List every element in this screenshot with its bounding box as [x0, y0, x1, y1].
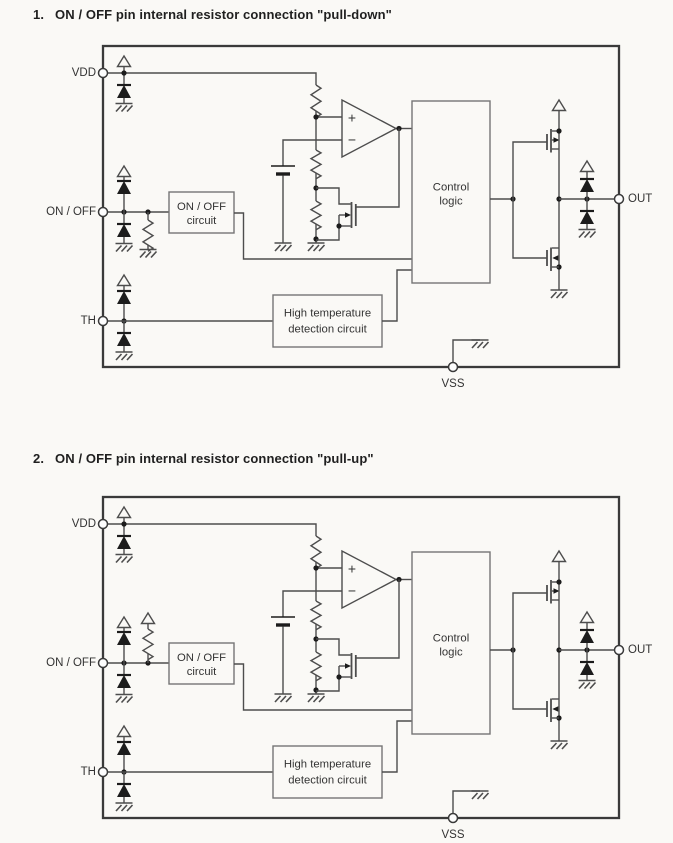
ground-symbol	[275, 243, 292, 251]
pin-th	[99, 317, 108, 326]
pin-vdd	[99, 69, 108, 78]
ground-symbol	[116, 695, 133, 703]
ground-symbol	[579, 681, 596, 689]
ground-symbol	[116, 803, 133, 811]
comparator-plus-label: +	[347, 560, 357, 577]
ground-symbol	[551, 290, 568, 298]
junction-dot	[336, 674, 341, 679]
onoff-circuit-output-wire	[234, 213, 412, 259]
esd-diode-icon	[117, 742, 131, 755]
th-pin-label: TH	[80, 766, 96, 778]
pin-vss	[449, 363, 458, 372]
supply-arrow-icon	[581, 612, 594, 623]
ground-symbol	[472, 791, 489, 799]
pin-vdd	[99, 520, 108, 529]
supply-arrow-icon	[118, 56, 131, 67]
arrowhead	[345, 663, 351, 669]
supply-arrow-icon	[118, 507, 131, 518]
esd-diode-icon	[117, 675, 131, 688]
ground-symbol	[116, 104, 133, 112]
vdd-rail-wire	[108, 524, 317, 536]
comparator-minus-label: −	[347, 131, 357, 148]
vss-pin-label: VSS	[441, 378, 465, 390]
junction-dot	[121, 70, 126, 75]
vdd-pin-label: VDD	[71, 518, 96, 530]
ground-symbol	[275, 694, 292, 702]
control-logic-label: logic	[439, 195, 463, 208]
supply-arrow-icon	[581, 161, 594, 172]
control-logic-label: Control	[432, 181, 470, 194]
high-temp-output-wire	[382, 721, 412, 772]
section-1-heading: ON / OFF pin internal resistor connection "pull-down"	[55, 7, 392, 22]
ground-symbol	[308, 694, 325, 702]
nmos-drain-wire	[316, 188, 351, 204]
ground-symbol	[116, 244, 133, 252]
ground-symbol	[579, 230, 596, 238]
gates-wire	[513, 142, 547, 258]
hysteresis-gate-wire	[356, 129, 399, 208]
section-2-heading: ON / OFF pin internal resistor connection "pull-up"	[55, 451, 374, 466]
nmos-drain-wire	[316, 639, 351, 655]
junction-dot	[313, 687, 318, 692]
comparator-minus-label: −	[347, 582, 357, 599]
onoff-circuit-label: circuit	[186, 666, 217, 678]
esd-diode-icon	[117, 291, 131, 304]
pin-th	[99, 768, 108, 777]
pin-onoff	[99, 208, 108, 217]
pin-onoff	[99, 659, 108, 668]
comparator-minus-input-wire	[283, 591, 342, 617]
onoff-pin-label: ON / OFF	[46, 657, 96, 669]
ground-symbol	[116, 555, 133, 563]
esd-diode-icon	[580, 211, 594, 224]
esd-diode-icon	[580, 630, 594, 643]
junction-dot	[313, 565, 318, 570]
out-pin-label: OUT	[628, 193, 653, 205]
th-pin-label: TH	[80, 315, 96, 327]
hysteresis-gate-wire	[356, 580, 399, 659]
junction-dot	[336, 223, 341, 228]
esd-diode-icon	[117, 85, 131, 98]
high-temp-output-wire	[382, 270, 412, 321]
pin-out	[615, 646, 624, 655]
arrowhead	[552, 255, 558, 261]
pin-vss	[449, 814, 458, 823]
ground-symbol	[116, 352, 133, 360]
junction-dot	[121, 521, 126, 526]
esd-diode-icon	[117, 333, 131, 346]
diagram-pullup	[46, 497, 652, 841]
supply-arrow-icon	[553, 551, 566, 562]
arrowhead	[552, 706, 558, 712]
ground-symbol	[551, 741, 568, 749]
high-temp-label: High temperature	[283, 758, 372, 771]
esd-diode-icon	[117, 181, 131, 194]
ground-symbol	[308, 243, 325, 251]
arrowhead	[345, 212, 351, 218]
pin-out	[615, 195, 624, 204]
high-temp-label: detection circuit	[288, 774, 367, 787]
supply-arrow-icon	[118, 617, 131, 628]
comparator-plus-label: +	[347, 109, 357, 126]
supply-arrow-icon	[118, 166, 131, 177]
esd-diode-icon	[117, 784, 131, 797]
high-temp-label: detection circuit	[288, 323, 367, 336]
esd-diode-icon	[117, 536, 131, 549]
esd-diode-icon	[117, 224, 131, 237]
junction-dot	[556, 128, 561, 133]
supply-arrow-icon	[142, 613, 155, 624]
vss-pin-label: VSS	[441, 829, 465, 841]
out-pin-label: OUT	[628, 644, 653, 656]
vdd-pin-label: VDD	[71, 67, 96, 79]
gates-wire	[513, 593, 547, 709]
onoff-pin-label: ON / OFF	[46, 206, 96, 218]
supply-arrow-icon	[118, 275, 131, 286]
section-1-number: 1.	[33, 7, 45, 22]
esd-diode-icon	[117, 632, 131, 645]
high-temp-box	[273, 746, 382, 798]
high-temp-box	[273, 295, 382, 347]
control-logic-label: logic	[439, 646, 463, 659]
ground-symbol	[472, 340, 489, 348]
onoff-circuit-label: ON / OFF	[177, 201, 226, 213]
esd-diode-icon	[580, 662, 594, 675]
control-logic-label: Control	[432, 632, 470, 645]
diagram-pulldown	[46, 46, 652, 390]
high-temp-label: High temperature	[283, 307, 372, 320]
onoff-circuit-output-wire	[234, 664, 412, 710]
junction-dot	[556, 579, 561, 584]
comparator-minus-input-wire	[283, 140, 342, 166]
esd-diode-icon	[580, 179, 594, 192]
vdd-rail-wire	[108, 73, 317, 85]
section-2-number: 2.	[33, 451, 45, 466]
onoff-circuit-label: circuit	[186, 215, 217, 227]
onoff-circuit-label: ON / OFF	[177, 652, 226, 664]
junction-dot	[313, 236, 318, 241]
supply-arrow-icon	[118, 726, 131, 737]
junction-dot	[313, 114, 318, 119]
supply-arrow-icon	[553, 100, 566, 111]
